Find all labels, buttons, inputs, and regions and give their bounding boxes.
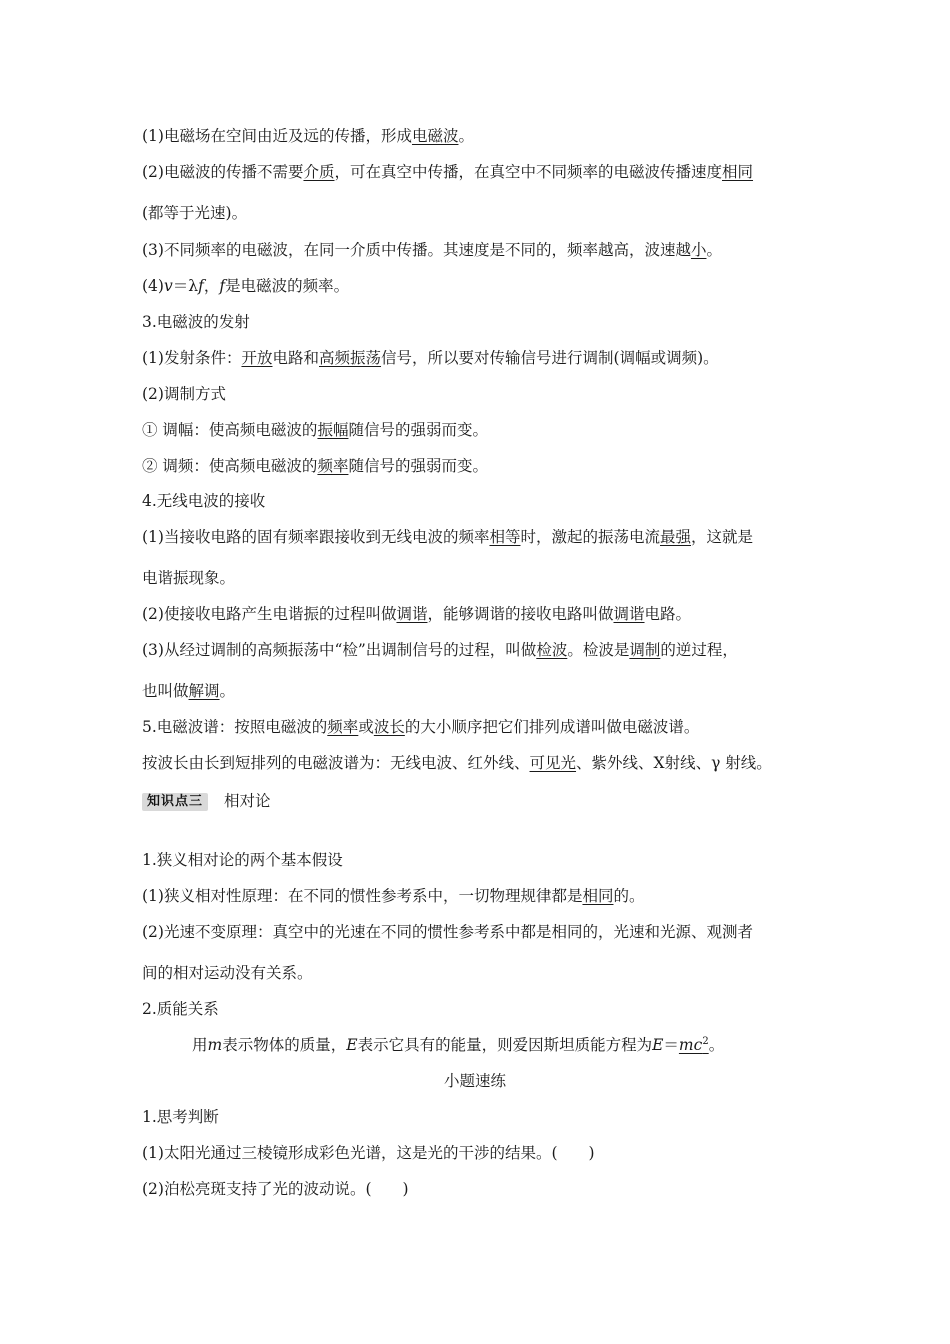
- answer-blank: 相等: [489, 528, 521, 546]
- paragraph: (2)使接收电路产生电谐振的过程叫做调谐，能够调谐的接收电路叫做调谐电路。: [142, 605, 692, 623]
- section-heading: 1.狭义相对论的两个基本假设: [142, 851, 343, 869]
- answer-blank: 最强: [660, 528, 692, 546]
- answer-blank: 介质: [303, 163, 335, 181]
- formula-line: (4)v＝λf，f是电磁波的频率。: [142, 277, 350, 295]
- paragraph: 电谐振现象。: [142, 569, 236, 587]
- quiz-item: (1)太阳光通过三棱镜形成彩色光谱，这是光的干涉的结果。( ): [142, 1144, 595, 1162]
- answer-blank: 检波: [536, 641, 568, 659]
- answer-blank: 相同: [582, 887, 614, 905]
- paragraph: (1)狭义相对性原理：在不同的惯性参考系中，一切物理规律都是相同的。: [142, 887, 645, 905]
- paragraph: (2)调制方式: [142, 385, 226, 403]
- answer-blank: 开放: [241, 349, 273, 367]
- answer-blank: 调谐: [613, 605, 645, 623]
- paragraph: 按波长由长到短排列的电磁波谱为：无线电波、红外线、可见光、紫外线、X射线、γ 射线。: [142, 754, 772, 772]
- paragraph: (2)光速不变原理：真空中的光速在不同的惯性参考系中都是相同的，光速和光源、观测者: [142, 923, 753, 941]
- answer-blank: 波长: [373, 718, 405, 736]
- knowledge-point-badge: 知识点三: [142, 793, 208, 811]
- paragraph: ① 调幅：使高频电磁波的振幅随信号的强弱而变。: [142, 421, 488, 439]
- formula-line: 用m表示物体的质量，E表示它具有的能量，则爱因斯坦质能方程为$E=mc^2$。: [192, 1035, 725, 1054]
- answer-blank: 高频振荡: [319, 349, 382, 367]
- paragraph: 5.电磁波谱：按照电磁波的频率或波长的大小顺序把它们排列成谱叫做电磁波谱。: [142, 718, 700, 736]
- section-heading: 2.质能关系: [142, 1000, 219, 1018]
- section-heading: 1.思考判断: [142, 1108, 219, 1126]
- answer-blank: 相同: [722, 163, 754, 181]
- paragraph: (都等于光速)。: [142, 204, 248, 222]
- answer-blank: 频率: [317, 457, 349, 475]
- answer-blank: 电磁波: [411, 127, 459, 145]
- paragraph: (3)从经过调制的高频振荡中“检”出调制信号的过程，叫做检波。检波是调制的逆过程，: [142, 641, 738, 659]
- paragraph: (1)电磁场在空间由近及远的传播，形成电磁波。: [142, 127, 474, 145]
- paragraph: ② 调频：使高频电磁波的频率随信号的强弱而变。: [142, 457, 488, 475]
- answer-blank: $mc^2$: [678, 1035, 709, 1054]
- knowledge-point-header: [142, 791, 271, 811]
- answer-blank: 频率: [327, 718, 359, 736]
- answer-blank: 振幅: [317, 421, 349, 439]
- quiz-item: (2)泊松亮斑支持了光的波动说。( ): [142, 1180, 409, 1198]
- paragraph: (1)发射条件：开放电路和高频振荡信号，所以要对传输信号进行调制(调幅或调频)。: [142, 349, 719, 367]
- paragraph: (2)电磁波的传播不需要介质，可在真空中传播，在真空中不同频率的电磁波传播速度相同: [142, 163, 754, 181]
- answer-blank: 可见光: [529, 754, 577, 772]
- answer-blank: 小: [690, 241, 707, 259]
- paragraph: 也叫做解调。: [142, 682, 236, 700]
- knowledge-point-title: 相对论: [224, 792, 271, 810]
- answer-blank: 调制: [629, 641, 661, 659]
- paragraph: (1)当接收电路的固有频率跟接收到无线电波的频率相等时，激起的振荡电流最强，这就是: [142, 528, 754, 546]
- section-heading: 3.电磁波的发射: [142, 313, 250, 331]
- paragraph: 间的相对运动没有关系。: [142, 964, 313, 982]
- section-heading: 4.无线电波的接收: [142, 492, 266, 510]
- paragraph: (3)不同频率的电磁波，在同一介质中传播。其速度是不同的，频率越高，波速越小。: [142, 241, 722, 259]
- exercise-title: 小题速练: [443, 1072, 506, 1090]
- answer-blank: 解调: [188, 682, 220, 700]
- answer-blank: 调谐: [396, 605, 428, 623]
